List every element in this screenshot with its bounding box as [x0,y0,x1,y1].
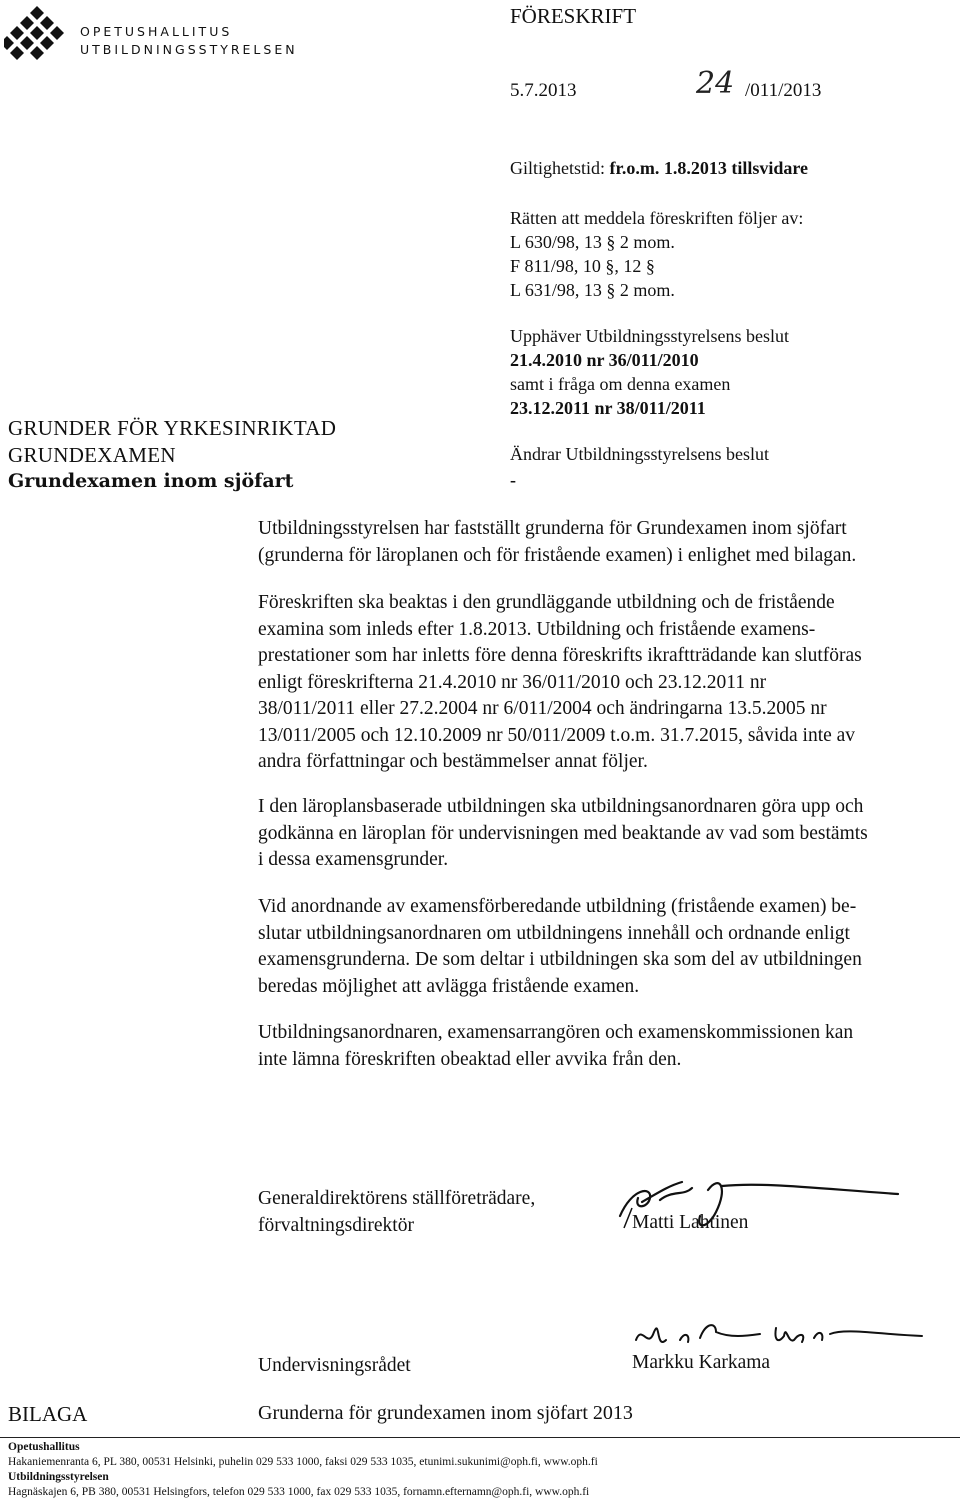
role-line: förvaltningsdirektör [258,1215,414,1236]
document-date: 5.7.2013 [510,80,577,101]
title-line-2: GRUNDEXAMEN [8,443,176,467]
amends-intro: Ändrar Utbildningsstyrelsens beslut [510,444,769,464]
annex-title: Grunderna för grundexamen inom sjöfart 2013 [258,1402,633,1424]
repeals-decision-2: 23.12.2011 nr 38/011/2011 [510,398,706,418]
document-type: FÖRESKRIFT [510,4,637,28]
role-line: Generaldirektörens ställföreträdare, [258,1188,536,1209]
annex-label: BILAGA [8,1402,88,1426]
paragraph-line: Föreskriften ska beaktas i den grundläggande utbildning och de fristående [258,592,835,613]
org-name-swedish: UTBILDNINGSSTYRELSEN [80,42,298,57]
handwritten-number: 24 [696,66,735,101]
repeals-decision-1: 21.4.2010 nr 36/011/2010 [510,350,699,370]
footer-divider [0,1437,960,1438]
authority-line: L 631/98, 13 § 2 mom. [510,280,675,300]
paragraph-5 [258,1020,958,1073]
authority-intro: Rätten att meddela föreskriften följer av: [510,208,804,228]
paragraph-line: godkänna en läroplan för undervisningen med beaktande av vad som bestämts [258,822,868,844]
title-line-3: Grundexamen inom sjöfart [8,470,294,492]
validity-label: Giltighetstid: [510,158,606,178]
footer [8,1440,598,1500]
footer-org-swedish: Utbildningsstyrelsen [8,1471,109,1483]
signatory-1-name: Matti Lahtinen [632,1212,749,1233]
footer-org-finnish: Opetushallitus [8,1441,80,1453]
paragraph-line: Utbildningsanordnaren, examensarrangören och examenskommissionen kan [258,1022,854,1043]
paragraph-4 [258,894,958,1000]
signature-2 [626,1310,926,1358]
paragraph-3 [258,794,958,874]
opetushallitus-logo [4,4,70,70]
paragraph-line: examina som inleds efter 1.8.2013. Utbildning och fristående examens- [258,618,816,640]
paragraph-1 [258,516,958,569]
repeals-note: samt i fråga om denna examen [510,374,731,394]
footer-address-finnish: Hakaniemenranta 6, PL 380, 00531 Helsinki, puhelin 029 533 1000, faksi 029 533 1035, etunimi.sukunimi@oph.fi, www.oph.fi [8,1456,598,1468]
reference-number: /011/2013 [745,80,822,101]
footer-address-swedish: Hagnäskajen 6, PB 380, 00531 Helsingfors, telefon 029 533 1000, fax 029 533 1035, fornamn.efternamn@oph.fi, www.oph.fi [8,1486,590,1498]
paragraph-line: slutar utbildningsanordnaren om utbildningens innehåll och ordnande enligt [258,922,850,944]
paragraph-line: examensgrunderna. De som deltar i utbildningen ska som del av utbildningen [258,949,862,970]
paragraph-line: 38/011/2011 eller 27.2.2004 nr 6/011/2004 och ändringarna 13.5.2005 nr [258,698,827,719]
paragraph-line: (grunderna för läroplanen och för fristående examen) i enlighet med bilagan. [258,544,857,566]
paragraph-line: i dessa examensgrunder. [258,849,449,870]
validity-value: fr.o.m. 1.8.2013 tillsvidare [609,158,809,178]
org-name-finnish: OPETUSHALLITUS [80,24,233,39]
paragraph-2 [258,590,958,776]
paragraph-line: Utbildningsstyrelsen har fastställt grunderna för Grundexamen inom sjöfart [258,518,847,539]
authority-line: F 811/98, 10 §, 12 § [510,256,655,276]
title-line-1: GRUNDER FÖR YRKESINRIKTAD [8,416,337,440]
authority-line: L 630/98, 13 § 2 mom. [510,232,675,252]
paragraph-line: prestationer som har inletts före denna föreskrifts ikraftträdande kan slutföras [258,645,862,666]
paragraph-line: beredas möjlighet att avlägga fristående examen. [258,975,640,997]
paragraph-line: Vid anordnande av examensförberedande utbildning (fristående examen) be- [258,896,857,917]
signatory-1-role [258,1185,535,1239]
paragraph-line: I den läroplansbaserade utbildningen ska utbildningsanordnaren göra upp och [258,796,864,817]
signatory-2-role: Undervisningsrådet [258,1355,411,1376]
paragraph-line: andra författningar och bestämmelser annat följer. [258,751,648,772]
signatory-2-name: Markku Karkama [632,1352,771,1373]
paragraph-line: inte lämna föreskriften obeaktad eller avvika från den. [258,1048,682,1070]
paragraph-line: 13/011/2005 och 12.10.2009 nr 50/011/2009 t.o.m. 31.7.2015, såvida inte av [258,724,856,746]
repeals-intro: Upphäver Utbildningsstyrelsens beslut [510,326,789,346]
validity [510,156,808,180]
amends-value: - [510,470,516,490]
paragraph-line: enligt föreskrifterna 21.4.2010 nr 36/011/2010 och 23.12.2011 nr [258,671,767,693]
